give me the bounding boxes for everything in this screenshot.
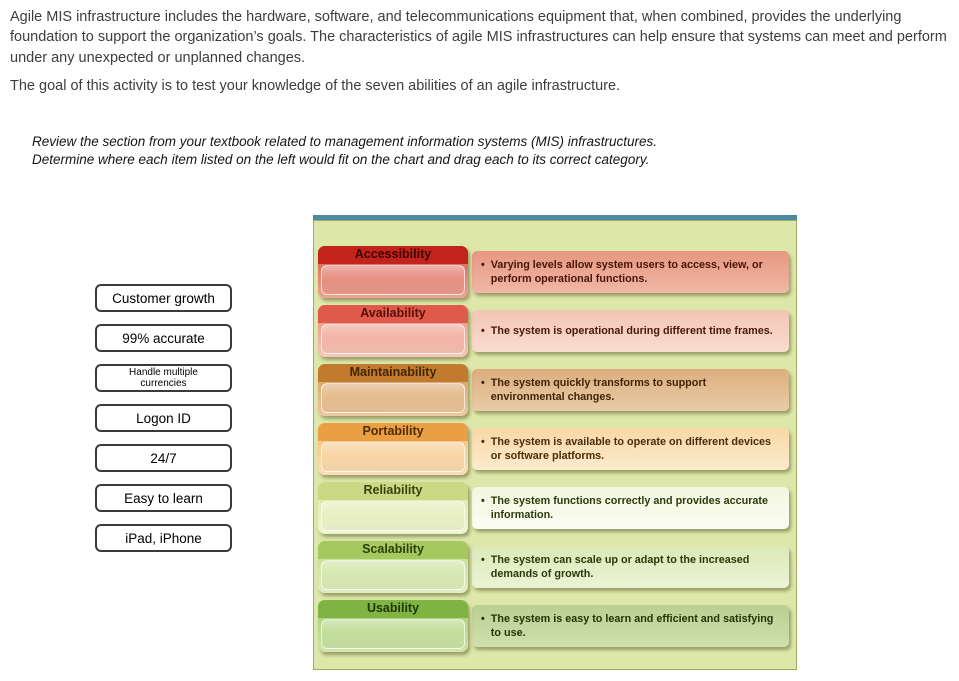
category-description (472, 428, 789, 470)
instruction-line-2: Determine where each item listed on the left would fit on the chart and drag each to its correct category. (32, 151, 650, 167)
drop-zone-maintainability[interactable] (321, 383, 465, 413)
bullet-icon: • (481, 553, 485, 566)
drag-item-customer-growth[interactable]: Customer growth (95, 284, 232, 312)
category-title: Portability (318, 423, 468, 441)
category-title: Reliability (318, 482, 468, 500)
drag-item-easy-to-learn[interactable]: Easy to learn (95, 484, 232, 512)
category-row-scalability (318, 541, 789, 593)
category-reliability[interactable] (318, 482, 468, 534)
category-row-maintainability (318, 364, 789, 416)
bullet-icon: • (481, 494, 485, 507)
category-description (472, 605, 789, 647)
category-title: Availability (318, 305, 468, 323)
drag-item-ipad-iphone[interactable]: iPad, iPhone (95, 524, 232, 552)
bullet-icon: • (481, 324, 485, 337)
category-description-text: The system is available to operate on different devices or software platforms. (490, 435, 771, 462)
category-description-text: The system quickly transforms to support environmental changes. (490, 376, 707, 403)
drop-zone-availability[interactable] (321, 324, 465, 354)
drag-item-99-accurate[interactable]: 99% accurate (95, 324, 232, 352)
category-availability[interactable] (318, 305, 468, 357)
chart-panel-wrap (313, 215, 797, 670)
goal-paragraph: The goal of this activity is to test your knowledge of the seven abilities of an agile infrastructure. (10, 78, 621, 94)
category-description (472, 546, 789, 588)
category-description-text: The system is easy to learn and efficient and satisfying to use. (490, 612, 774, 639)
category-portability[interactable] (318, 423, 468, 475)
category-usability[interactable] (318, 600, 468, 652)
drop-zone-usability[interactable] (321, 619, 465, 649)
category-row-usability (318, 600, 789, 652)
bullet-icon: • (481, 435, 485, 448)
category-title: Scalability (318, 541, 468, 559)
category-description-text: The system functions correctly and provides accurate information. (490, 494, 768, 521)
category-title: Maintainability (318, 364, 468, 382)
draggable-items-column (95, 284, 232, 564)
chart-panel (313, 220, 797, 670)
category-title: Accessibility (318, 246, 468, 264)
bullet-icon: • (481, 258, 485, 271)
category-description-text: Varying levels allow system users to access, view, or perform operational functions. (490, 258, 763, 285)
drag-item-24-7[interactable]: 24/7 (95, 444, 232, 472)
drag-item-logon-id[interactable]: Logon ID (95, 404, 232, 432)
intro-paragraph: Agile MIS infrastructure includes the hardware, software, and telecommunications equipment that, when combined, provides the underlying foundation to support the organization’s goals. The characteristics of agile MIS infrastructures can help ensure that systems can meet and perform under any unexpected or unplanned changes. (10, 9, 947, 66)
instructions (32, 133, 792, 169)
category-title: Usability (318, 600, 468, 618)
category-row-accessibility (318, 246, 789, 298)
category-row-portability (318, 423, 789, 475)
category-description-text: The system can scale up or adapt to the increased demands of growth. (490, 553, 750, 580)
bullet-icon: • (481, 612, 485, 625)
category-description (472, 310, 789, 352)
category-description (472, 369, 789, 411)
category-description (472, 251, 789, 293)
category-maintainability[interactable] (318, 364, 468, 416)
category-accessibility[interactable] (318, 246, 468, 298)
drop-zone-reliability[interactable] (321, 501, 465, 531)
category-row-availability (318, 305, 789, 357)
drag-item-handle-multiple-currencies[interactable]: Handle multiple currencies (95, 364, 232, 392)
category-row-reliability (318, 482, 789, 534)
drop-zone-accessibility[interactable] (321, 265, 465, 295)
instruction-line-1: Review the section from your textbook related to management information systems (MIS) infrastructures. (32, 134, 658, 149)
category-description (472, 487, 789, 529)
category-scalability[interactable] (318, 541, 468, 593)
category-description-text: The system is operational during different time frames. (490, 324, 773, 337)
drop-zone-scalability[interactable] (321, 560, 465, 590)
bullet-icon: • (481, 376, 485, 389)
drop-zone-portability[interactable] (321, 442, 465, 472)
